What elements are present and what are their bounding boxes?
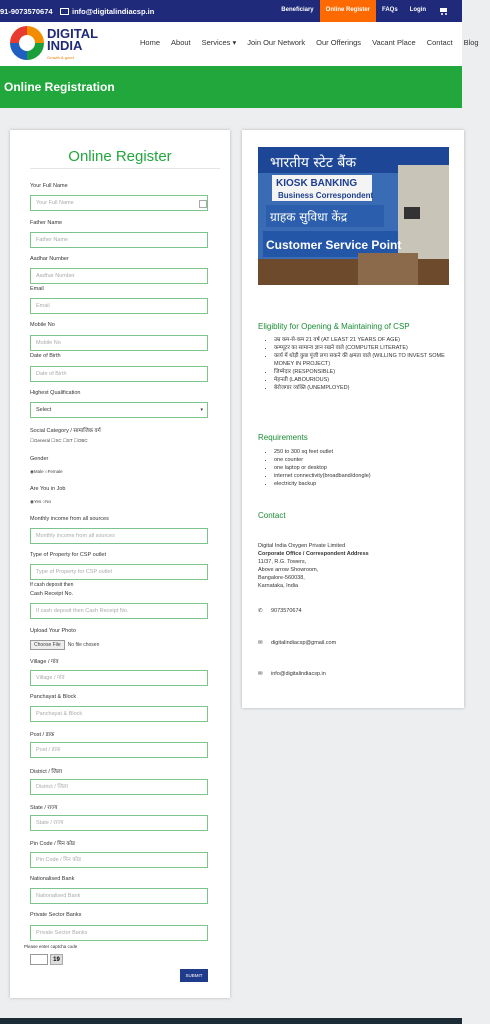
requirement-item: • 250 to 300 sq feet outlet: [274, 448, 454, 456]
post-label: Post / डाक: [30, 732, 55, 738]
nav-services[interactable]: Services ▾: [201, 38, 237, 47]
private-bank-input[interactable]: [30, 925, 208, 941]
panchayat-label: Panchayat & Block: [30, 694, 77, 700]
choose-file-button[interactable]: Choose File: [30, 640, 65, 650]
office-label: [258, 550, 369, 558]
form-title-divider: [30, 168, 220, 169]
main-nav: [140, 38, 490, 47]
property-input[interactable]: [30, 564, 208, 580]
top-nav-login[interactable]: Login: [409, 7, 426, 13]
dob-input[interactable]: [30, 366, 208, 382]
nav-join-network[interactable]: Join Our Network: [247, 38, 306, 47]
eligibility-item: • उम्र कम-से-कम 21 वर्ष (AT LEAST 21 YEARS OF AGE): [274, 336, 454, 344]
nav-contact[interactable]: Contact: [426, 38, 453, 47]
social-category-options[interactable]: ☐General ☐SC ☐ST ☐OBC: [30, 438, 88, 443]
company-name: Digital India Oxygen Private Limited: [258, 543, 346, 549]
page-banner: [0, 66, 462, 108]
mail-icon: [60, 8, 69, 15]
pincode-label: Pin Code / पिन कोड: [30, 841, 75, 847]
aadhar-input[interactable]: [30, 268, 208, 284]
job-options[interactable]: ◉Yes ○No: [30, 499, 51, 504]
district-input[interactable]: [30, 779, 208, 795]
registration-form: [10, 130, 230, 998]
requirement-item: • one laptop or desktop: [274, 464, 454, 472]
nav-offerings[interactable]: Our Offerings: [316, 38, 362, 47]
panchayat-input[interactable]: [30, 706, 208, 722]
cash-deposit-label-1: If cash deposit then: [30, 582, 74, 588]
top-nav-faqs[interactable]: FAQs: [382, 7, 398, 13]
mail-icon: ✉: [258, 640, 263, 646]
requirements-title: Requirements: [258, 433, 308, 442]
social-category-label: Social Category / सामाजिक वर्ग: [30, 428, 101, 434]
qualification-label: Highest Qualification: [30, 390, 81, 396]
logo-text[interactable]: [47, 28, 98, 52]
csp-photo: [258, 147, 449, 285]
eligibility-list: [264, 336, 454, 392]
id-card-icon: [199, 200, 207, 208]
full-name-wrapper: [10, 195, 230, 211]
cart-icon[interactable]: [432, 0, 462, 22]
logo-tagline: Growth & good: [47, 55, 74, 60]
photo-text-kiosk: KIOSK BANKING: [276, 178, 358, 189]
contact-phone-text: 9073570674: [271, 608, 302, 614]
logo-line-1: DIGITAL: [47, 26, 99, 41]
pincode-input[interactable]: [30, 852, 208, 868]
requirement-item: • internet connectivity(broadband/dongle): [274, 472, 454, 480]
mobile-label: Mobile No: [30, 322, 55, 328]
photo-text-bc: Business Correspondent: [278, 191, 374, 200]
info-panel: [242, 130, 464, 708]
village-input[interactable]: [30, 670, 208, 686]
mobile-input[interactable]: [30, 335, 208, 351]
dob-label: Date of Birth: [30, 353, 61, 359]
contact-address: [258, 542, 369, 590]
job-label: Are You in Job: [30, 486, 66, 492]
contact-title: Contact: [258, 511, 286, 520]
top-nav: [275, 0, 462, 22]
nationalised-bank-input[interactable]: [30, 888, 208, 904]
csp-photo-illustration: [258, 147, 449, 285]
requirement-item: • electricity backup: [274, 480, 454, 488]
contact-email-2-text: info@digitalindiacsp.in: [271, 671, 326, 677]
cash-receipt-input[interactable]: [30, 603, 208, 619]
full-name-input[interactable]: [30, 195, 208, 211]
mail-icon: ✉: [258, 671, 263, 677]
father-name-input[interactable]: [30, 232, 208, 248]
qualification-select[interactable]: [30, 402, 208, 418]
top-phone[interactable]: 91-9073570674: [0, 7, 53, 16]
eligibility-item: • कम्प्यूटर का सामान्य ज्ञान रखने वाले (COMPUTER LITERATE): [274, 344, 454, 352]
contact-email-1[interactable]: [258, 640, 336, 646]
photo-file-input[interactable]: [30, 640, 99, 650]
site-header: [0, 22, 479, 66]
address-line: Karnataka, India: [258, 583, 299, 589]
state-label: State / राज्य: [30, 805, 58, 811]
eligibility-item: • जिम्मेदार (RESPONSIBLE): [274, 368, 454, 376]
top-email-text: info@digitalindiacsp.in: [72, 7, 155, 16]
contact-email-1-text: digitalindiacsp@gmail.com: [271, 640, 337, 646]
photo-label: Upload Your Photo: [30, 628, 76, 634]
top-nav-beneficiary[interactable]: Beneficiary: [281, 7, 314, 13]
private-bank-label: Private Sector Banks: [30, 912, 82, 918]
gender-options[interactable]: ◉Male ○Female: [30, 469, 63, 474]
top-nav-online-register[interactable]: Online Register: [320, 0, 376, 22]
top-email[interactable]: [60, 7, 154, 16]
chevron-down-icon: ▾: [200, 407, 203, 413]
captcha-label: Please enter captcha code: [24, 944, 78, 949]
eligibility-item: • बेरोजगार व्यक्ति (UNEMPLOYED): [274, 384, 454, 392]
submit-button[interactable]: SUBMIT: [180, 969, 208, 982]
top-bar: [0, 0, 462, 22]
cash-deposit-label-2: Cash Receipt No.: [30, 591, 74, 597]
captcha-input[interactable]: [30, 954, 48, 965]
gender-label: Gender: [30, 456, 49, 462]
income-label: Monthly income from all sources: [30, 516, 109, 522]
email-label: Email: [30, 286, 44, 292]
photo-text-top: भारतीय स्टेट बैंक: [270, 155, 357, 171]
nav-blog[interactable]: Blog: [463, 38, 479, 47]
eligibility-item: • मेहनती (LABOURIOUS): [274, 376, 454, 384]
address-line: Bangalore-560038,: [258, 575, 305, 581]
contact-phone[interactable]: [258, 608, 302, 614]
property-label: Type of Property for CSP outlet: [30, 552, 107, 558]
phone-icon: ✆: [258, 608, 263, 614]
nav-vacant-place[interactable]: Vacant Place: [372, 38, 416, 47]
state-input[interactable]: [30, 815, 208, 831]
photo-text-hindi: ग्राहक सुविधा केंद्र: [270, 210, 348, 224]
captcha-code: 19: [50, 954, 63, 965]
qualification-value: Select: [36, 407, 52, 413]
income-input[interactable]: [30, 528, 208, 544]
address-line: Above arrow Showroom,: [258, 567, 319, 573]
email-input[interactable]: [30, 298, 208, 314]
nav-about[interactable]: About: [171, 38, 191, 47]
footer-bar: [0, 1018, 462, 1024]
file-status: No file chosen: [67, 642, 100, 648]
requirements-list: [264, 448, 454, 488]
nav-home[interactable]: Home: [140, 38, 161, 47]
aadhar-label: Aadhar Number: [30, 256, 69, 262]
village-label: Village / गांव: [30, 659, 59, 665]
eligibility-title: Eligiblity for Opening & Maintaining of CSP: [258, 322, 410, 331]
nationalised-bank-label: Nationalised Bank: [30, 876, 75, 882]
eligibility-item: • कार्य में थोड़ी कुछ पूंजी लगा सकने की क्षमता वाले (WILLING TO INVEST SOME MONEY IN PROJECT): [274, 352, 454, 368]
father-name-label: Father Name: [30, 220, 63, 226]
form-title: Online Register: [68, 148, 172, 165]
logo-line-2: INDIA: [47, 38, 83, 53]
contact-email-2[interactable]: [258, 671, 326, 677]
photo-text-csp: Customer Service Point: [266, 238, 402, 252]
office-label-text: Corporate Office / Correspondent Address: [258, 551, 369, 557]
requirement-item: • one counter: [274, 456, 454, 464]
address-line: 11/37, R.G. Towers,: [258, 559, 307, 565]
page-title: Online Registration: [4, 80, 115, 94]
district-label: District / जिला: [30, 769, 63, 775]
post-input[interactable]: [30, 742, 208, 758]
full-name-label: Your Full Name: [30, 183, 68, 189]
logo-icon[interactable]: [10, 26, 44, 60]
